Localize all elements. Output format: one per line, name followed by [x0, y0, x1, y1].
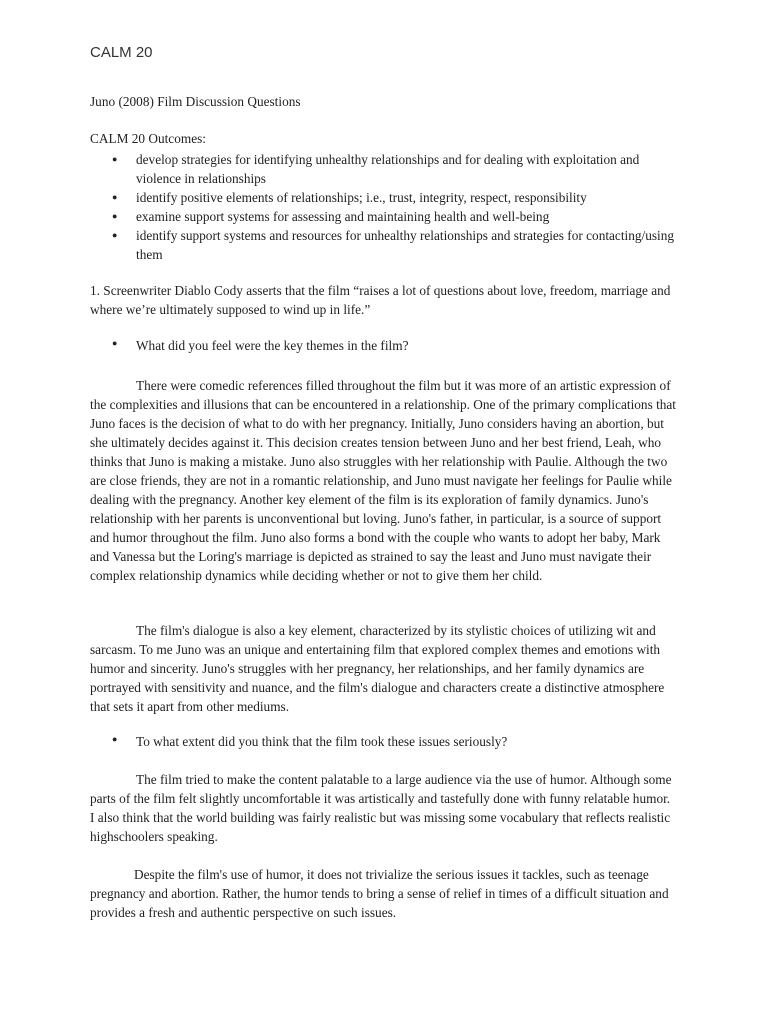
answer-2-paragraph-2: Despite the film's use of humor, it does not trivialize the serious issues it tackles, such as teenage pregnancy and abortion. Rather, the humor tends to bring a sense of relief in times of a difficult situation and provides a fresh and authentic perspective on such issues.	[90, 867, 669, 920]
outcomes-list	[110, 150, 676, 264]
answer-1-paragraph-2: The film's dialogue is also a key element, characterized by its stylistic choices of utilizing wit and sarcasm. To me Juno was an unique and entertaining film that explored complex themes and emotions with humor and sincerity. Juno's struggles with her pregnancy, her relationships, and her family dynamics are portrayed with sensitivity and nuance, and the film's dialogue and characters create a distinctive atmosphere that sets it apart from other mediums.	[90, 623, 665, 714]
document-title: Juno (2008) Film Discussion Questions	[90, 94, 301, 109]
outcome-item: ● examine support systems for assessing and maintaining health and well-being	[110, 207, 676, 226]
outcome-item: ● identify support systems and resources for unhealthy relationships and strategies for contacting/using them	[110, 226, 676, 264]
outcome-item: ● develop strategies for identifying unhealthy relationships and for dealing with exploitation and violence in relationships	[110, 150, 676, 188]
answer-2-paragraph-1: The film tried to make the content palatable to a large audience via the use of humor. Although some parts of the film felt slightly uncomfortable it was artistically and tastefully done with funny relatable humor. I also think that the world building was fairly realistic but was missing some vocabulary that reflects realistic highschoolers speaking.	[90, 772, 672, 844]
outcomes-heading: CALM 20 Outcomes:	[90, 131, 206, 146]
prompt-paragraph: 1. Screenwriter Diablo Cody asserts that the film “raises a lot of questions about love, freedom, marriage and where we’re ultimately supposed to wind up in life.”	[90, 283, 671, 317]
outcome-item: ● identify positive elements of relationships; i.e., trust, integrity, respect, responsibility	[110, 188, 676, 207]
course-header: CALM 20	[90, 44, 153, 61]
question-2: ● To what extent did you think that the film took these issues seriously?	[110, 734, 507, 750]
answer-1-paragraph-1: There were comedic references filled throughout the film but it was more of an artistic expression of the complexities and illusions that can be encountered in a relationship. One of the primary complications that Juno faces is the decision of what to do with her pregnancy. Initially, Juno considers having an abortion, but she ultimately decides against it. This decision creates tension between Juno and her best friend, Leah, who thinks that Juno is making a mistake. Juno also struggles with her relationship with Paulie. Although the two are close friends, they are not in a romantic relationship, and Juno must navigate her feelings for Paulie while dealing with the pregnancy. Another key element of the film is its exploration of family dynamics. Juno's relationship with her parents is unconventional but loving. Juno's father, in particular, is a source of support and humor throughout the film. Juno also forms a bond with the couple who wants to adopt her baby, Mark and Vanessa but the Loring's marriage is depicted as strained to say the least and Juno must navigate their complex relationship dynamics while deciding whether or not to give them her child.	[90, 378, 677, 583]
question-1: ● What did you feel were the key themes in the film?	[110, 338, 409, 354]
